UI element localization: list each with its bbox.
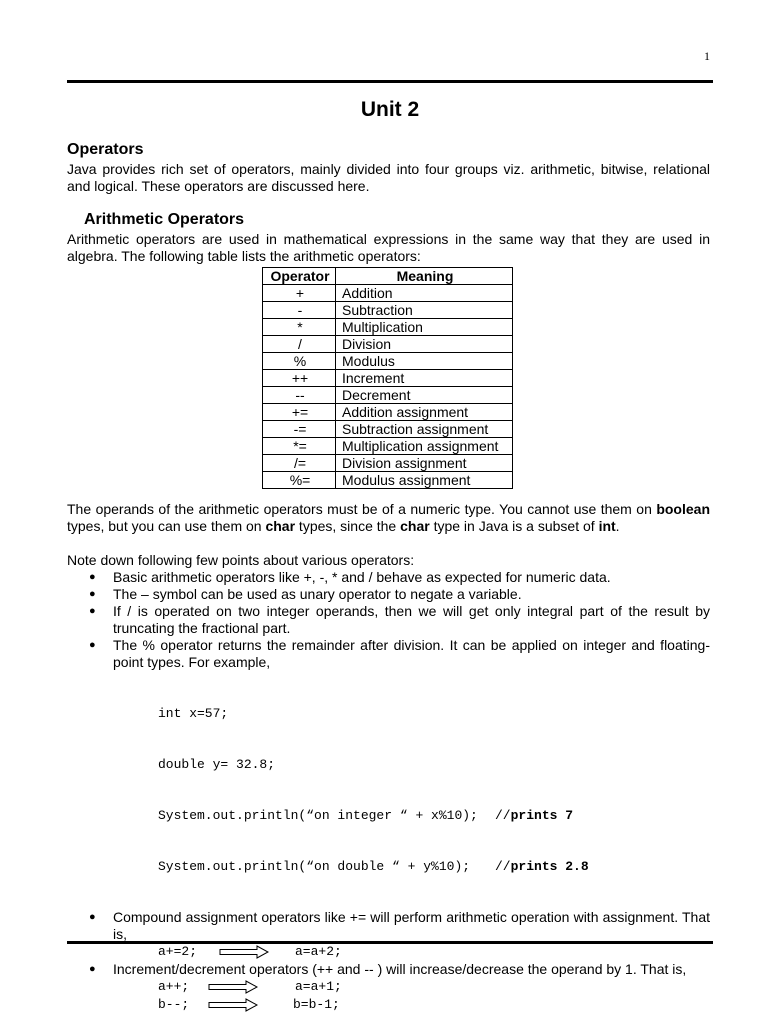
bullet-icon: ● — [89, 571, 96, 583]
operator-cell: %= — [263, 472, 336, 489]
operator-points-list — [67, 569, 710, 1014]
operator-cell: -- — [263, 387, 336, 404]
meaning-cell: Addition assignment — [336, 404, 513, 421]
table-row — [263, 370, 513, 387]
bullet-icon: ● — [89, 639, 96, 651]
operands-text: . — [615, 518, 620, 534]
operator-cell: -= — [263, 421, 336, 438]
operators-heading: Operators — [67, 141, 144, 158]
footer-rule — [67, 941, 713, 944]
keyword-char: char — [265, 518, 296, 534]
operator-cell: /= — [263, 455, 336, 472]
meaning-cell: Decrement — [336, 387, 513, 404]
code-text: System.out.println(“on double “ + y%10); — [158, 859, 471, 874]
document-body — [67, 140, 710, 1014]
comment-prefix: // — [495, 859, 511, 874]
table-row — [263, 336, 513, 353]
operator-cell: / — [263, 336, 336, 353]
meaning-cell: Multiplication — [336, 319, 513, 336]
example-left: a+=2; — [158, 944, 198, 959]
point-text: Basic arithmetic operators like +, -, * and / behave as expected for numeric data. — [113, 569, 611, 585]
operator-cell: ++ — [263, 370, 336, 387]
keyword-boolean: boolean — [656, 501, 710, 517]
list-item — [89, 603, 710, 637]
page-title: Unit 2 — [360, 98, 420, 121]
meaning-cell: Division assignment — [336, 455, 513, 472]
code-comment — [495, 858, 589, 875]
list-item — [89, 909, 710, 961]
operands-text: type in Java is a subset of — [429, 518, 599, 534]
meaning-cell: Division — [336, 336, 513, 353]
table-row — [263, 438, 513, 455]
table-row — [263, 285, 513, 302]
operators-intro: Java provides rich set of operators, mainly divided into four groups viz. arithmetic, bitwise, relational and logical. These operators are discussed here. — [67, 161, 710, 194]
code-text: double y= 32.8; — [158, 757, 276, 772]
column-header-meaning: Meaning — [336, 268, 513, 285]
operator-cell: * — [263, 319, 336, 336]
table-row — [263, 455, 513, 472]
operands-text: types, but you can use them on — [67, 518, 266, 534]
operands-text: types, since the — [295, 518, 401, 534]
point-text: If / is operated on two integer operands, then we will get only integral part of the result by truncating the fractional part. — [113, 603, 710, 636]
meaning-cell: Modulus assignment — [336, 472, 513, 489]
meaning-cell: Multiplication assignment — [336, 438, 513, 455]
operator-cell: += — [263, 404, 336, 421]
operator-cell: % — [263, 353, 336, 370]
table-row — [263, 302, 513, 319]
code-line — [158, 756, 710, 773]
example-left: a++; — [158, 979, 190, 994]
modulus-code-example — [113, 671, 710, 909]
right-arrow-icon — [219, 945, 269, 959]
list-item — [89, 637, 710, 909]
arithmetic-operators-table — [262, 267, 513, 489]
comment-text: prints 2.8 — [510, 859, 589, 874]
example-right: b=b-1; — [293, 997, 340, 1012]
meaning-cell: Addition — [336, 285, 513, 302]
example-left: b--; — [158, 997, 190, 1012]
table-header-row — [263, 268, 513, 285]
arithmetic-intro: Arithmetic operators are used in mathematical expressions in the same way that they are used in algebra. The following table lists the arithmetic operators: — [67, 231, 710, 264]
code-text: int x=57; — [158, 706, 229, 721]
point-text: Compound assignment operators like += will perform arithmetic operation with assignment. That is, — [113, 909, 710, 942]
decrement-example — [67, 996, 710, 1014]
bullet-icon: ● — [89, 605, 96, 617]
table-row — [263, 421, 513, 438]
table-row — [263, 387, 513, 404]
code-text: System.out.println(“on integer “ + x%10); — [158, 808, 478, 823]
page-number: 1 — [704, 49, 710, 63]
point-text: The % operator returns the remainder after division. It can be applied on integer and floating-point types. For example, — [113, 637, 710, 670]
list-item — [89, 961, 710, 1014]
list-item — [89, 569, 710, 586]
operands-paragraph — [67, 501, 710, 535]
header-rule — [67, 80, 713, 83]
table-row — [263, 472, 513, 489]
meaning-cell: Increment — [336, 370, 513, 387]
code-line — [158, 858, 710, 875]
keyword-char: char — [400, 518, 430, 534]
bullet-icon: ● — [89, 911, 96, 923]
keyword-int: int — [598, 518, 616, 534]
table-row — [263, 404, 513, 421]
code-line — [158, 807, 710, 824]
operator-cell: - — [263, 302, 336, 319]
comment-prefix: // — [495, 808, 511, 823]
operands-text: The operands of the arithmetic operators must be of a numeric type. You cannot use them on — [67, 501, 657, 517]
comment-text: prints 7 — [510, 808, 574, 823]
list-item — [89, 586, 710, 603]
bullet-icon: ● — [89, 963, 96, 975]
example-right: a=a+2; — [295, 944, 342, 959]
table-row — [263, 353, 513, 370]
arithmetic-operators-heading: Arithmetic Operators — [84, 211, 245, 228]
meaning-cell: Subtraction — [336, 302, 513, 319]
code-comment — [495, 807, 573, 824]
point-text: The – symbol can be used as unary operator to negate a variable. — [113, 586, 522, 602]
column-header-operator: Operator — [263, 268, 336, 285]
code-line — [158, 705, 710, 722]
example-right: a=a+1; — [295, 979, 342, 994]
meaning-cell: Modulus — [336, 353, 513, 370]
notes-intro: Note down following few points about various operators: — [67, 552, 415, 568]
point-text: Increment/decrement operators (++ and -- ) will increase/decrease the operand by 1. That is, — [113, 961, 687, 977]
compound-example — [67, 943, 710, 961]
operator-cell: *= — [263, 438, 336, 455]
meaning-cell: Subtraction assignment — [336, 421, 513, 438]
right-arrow-icon — [208, 980, 258, 994]
table-row — [263, 319, 513, 336]
bullet-icon: ● — [89, 588, 96, 600]
increment-example — [67, 978, 710, 996]
operator-cell: + — [263, 285, 336, 302]
right-arrow-icon — [208, 998, 258, 1012]
